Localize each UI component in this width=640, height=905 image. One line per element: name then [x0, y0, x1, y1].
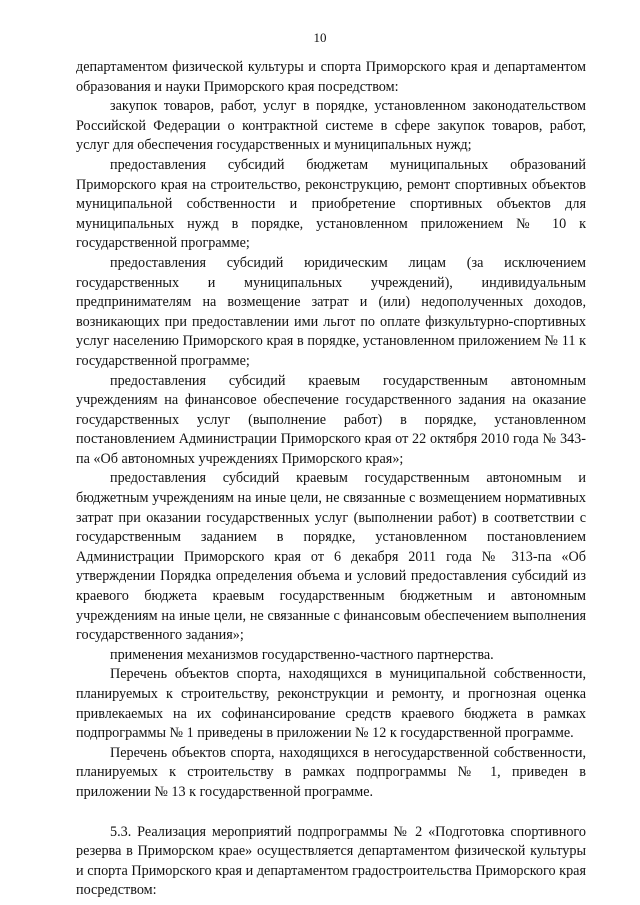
- paragraph: 5.3. Реализация мероприятий подпрограммы № 2 «Подготовка спортивного резерва в Приморском крае» осуществляется департаментом физической культуры и спорта Приморского края и департаментом градостроительства Приморского края посредством:: [76, 823, 586, 899]
- paragraph: предоставления субсидий краевым государственным автономным и бюджетным учреждениям на иные цели, не связанные с возмещением нормативных затрат при оказании государственных услуг (выполнении работ) в соответствии с государственным заданием в порядке, установленном постановлением Администрации Приморского края от 6 декабря 2011 года № 313-па «Об утверждении Порядка определения объема и условий предоставления субсидий из краевого бюджета краевым государственным бюджетным и автономным учреждениям на иные цели, не связанные с финансовым обеспечением выполнения государственного задания»;: [76, 470, 586, 644]
- paragraph: Перечень объектов спорта, находящихся в негосударственной собственности, планируемых к строительству в рамках подпрограммы № 1, приведен в приложении № 13 к государственной программе.: [76, 744, 586, 800]
- document-body: [76, 58, 586, 901]
- paragraph: предоставления субсидий краевым государственным автономным учреждениям на финансовое обеспечение государственного задания на оказание государственных услуг (выполнение работ) в порядке, установленном постановлением Администрации Приморского края от 22 октября 2010 года № 343-па «Об автономных учреждениях Приморского края»;: [76, 372, 586, 467]
- paragraph: предоставления субсидий бюджетам муниципальных образований Приморского края на строительство, реконструкцию, ремонт спортивных объектов муниципальной собственности и приобретение спортивных объектов для муниципальных нужд в порядке, установленном приложением № 10 к государственной программе;: [76, 156, 586, 252]
- paragraph: Перечень объектов спорта, находящихся в муниципальной собственности, планируемых к строительству, реконструкции и ремонту, и прогнозная оценка привлекаемых на их софинансирование средств краевого бюджета в рамках подпрограммы № 1 приведены в приложении № 12 к государственной программе.: [76, 666, 586, 742]
- paragraph: департаментом физической культуры и спорта Приморского края и департаментом образования и науки Приморского края посредством:: [76, 59, 586, 95]
- page-number: 10: [313, 30, 327, 45]
- paragraph: закупок товаров, работ, услуг в порядке, установленном законодательством Российской Федерации о контрактной системе в сфере закупок товаров, работ, услуг для обеспечения государственных и муниципальных нужд;: [76, 98, 586, 154]
- paragraph: предоставления субсидий юридическим лицам (за исключением государственных и муниципальных учреждений), индивидуальным предпринимателям на возмещение затрат и (или) недополученных доходов, возникающих при предоставлении ими льгот по оплате физкультурно-спортивных услуг населению Приморского края в порядке, установленном приложением № 11 к государственной программе;: [76, 254, 586, 369]
- paragraph: применения механизмов государственно-частного партнерства.: [110, 646, 494, 663]
